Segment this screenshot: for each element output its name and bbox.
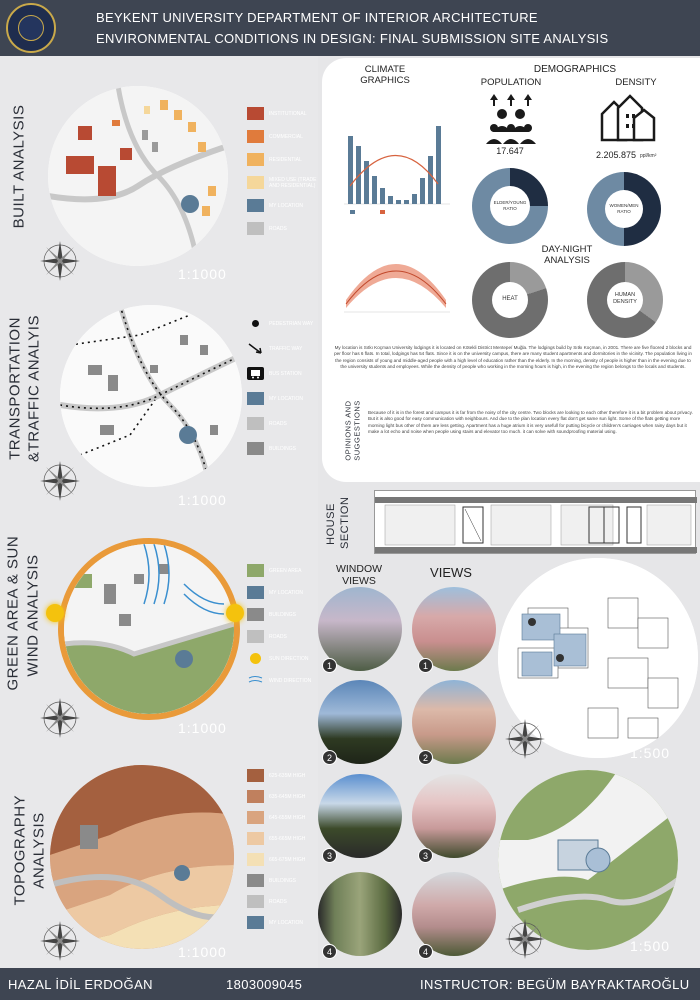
legend-635-645	[247, 789, 317, 804]
day-night-title-line1: DAY-NIGHT	[541, 244, 593, 255]
climate-title-line2: GRAPHICS	[360, 75, 410, 86]
built-scale: 1:1000	[178, 266, 227, 282]
legend-label: BUILDINGS	[269, 611, 296, 618]
legend-645-655	[247, 810, 317, 825]
legend-commercial	[247, 129, 317, 144]
human-density-label: HUMAN DENSITY	[613, 292, 637, 305]
transport-legend	[247, 316, 317, 456]
elder-young-label: ELDER/YOUNG RATIO	[493, 200, 527, 211]
legend-label: COMMERCIAL	[269, 133, 303, 140]
legend-label: BUS STATION	[269, 370, 302, 377]
legend-bus	[247, 366, 317, 381]
built-analysis-title: BUILT ANALYSIS	[10, 104, 28, 229]
legend-swatch	[247, 586, 264, 599]
header-title-line1: BEYKENT UNIVERSITY DEPARTMENT OF INTERIOR ARCHITECTURE	[96, 10, 538, 25]
legend-label: 635-645M HIGH	[269, 793, 306, 800]
green-legend	[247, 563, 317, 688]
legend-swatch	[247, 392, 264, 405]
wind-icon	[247, 674, 264, 687]
topo-title-line2: ANALYSIS	[30, 812, 48, 889]
legend-traffic	[247, 341, 317, 356]
plan-scale-2: 1:500	[630, 938, 671, 954]
legend-swatch	[247, 811, 264, 824]
building-view-number-3: 3	[418, 848, 433, 863]
header-bar	[0, 0, 700, 56]
footer-bar	[0, 968, 700, 1000]
window-views-title-line1: WINDOW	[335, 563, 383, 575]
population-label: POPULATION	[480, 77, 542, 88]
green-scale: 1:1000	[178, 720, 227, 736]
legend-swatch	[247, 176, 264, 189]
legend-swatch	[247, 916, 264, 929]
legend-label: MY LOCATION	[269, 589, 303, 596]
legend-swatch	[247, 564, 264, 577]
legend-roads	[247, 221, 317, 236]
legend-swatch	[247, 853, 264, 866]
legend-label: 655-665M HIGH	[269, 835, 306, 842]
author-name: HAZAL İDİL ERDOĞAN	[8, 977, 153, 992]
women-men-label: WOMEN/MEN RATIO	[609, 203, 639, 214]
legend-label: ROADS	[269, 898, 287, 905]
legend-swatch	[247, 832, 264, 845]
legend-label: ROADS	[269, 633, 287, 640]
window-view-number-3: 3	[322, 848, 337, 863]
legend-swatch	[247, 417, 264, 430]
sun-icon	[247, 652, 264, 665]
legend-label: GREEN AREA	[269, 567, 302, 574]
legend-label: INSTITUTIONAL	[269, 110, 307, 117]
building-view-photo-3	[412, 774, 496, 858]
climate-title-line1: CLIMATE	[364, 64, 406, 75]
climate-temperature-chart	[336, 228, 456, 318]
house-section-drawing	[374, 490, 696, 554]
window-view-number-2: 2	[322, 750, 337, 765]
logo-emblem	[18, 15, 44, 41]
demographics-title: DEMOGRAPHICS	[533, 64, 617, 75]
legend-roads	[247, 416, 317, 431]
building-view-number-2: 2	[418, 750, 433, 765]
opinions-title-line1: OPINIONS AND	[343, 400, 353, 461]
university-logo	[6, 3, 56, 53]
legend-pedestrian	[247, 316, 317, 331]
legend-buildings	[247, 607, 317, 622]
legend-label: MY LOCATION	[269, 395, 303, 402]
day-night-title-line2: ANALYSIS	[544, 255, 590, 266]
heat-label: HEAT	[502, 296, 518, 302]
legend-label: MIXED USE (TRADE AND RESIDENTIAL)	[269, 176, 317, 189]
legend-my-location	[247, 585, 317, 600]
density-unit: ppl/km²	[640, 153, 657, 159]
legend-swatch	[247, 153, 264, 166]
house-section-title-line2: SECTION	[339, 496, 351, 549]
window-views-title	[324, 563, 394, 587]
legend-swatch	[247, 107, 264, 120]
legend-roads	[247, 894, 317, 909]
legend-swatch	[247, 630, 264, 643]
legend-my-location	[247, 915, 317, 930]
compass-rose-icon-plan	[502, 716, 548, 762]
day-night-title	[528, 244, 606, 266]
legend-wind	[247, 673, 317, 688]
legend-655-665	[247, 831, 317, 846]
legend-buildings	[247, 873, 317, 888]
legend-swatch	[247, 874, 264, 887]
house-section-title-line1: HOUSE	[325, 503, 337, 545]
legend-my-location	[247, 198, 317, 213]
transport-title-line1: TRANSPORTATION	[6, 317, 24, 460]
legend-label: TRAFFIC WAY	[269, 345, 303, 352]
sun-icon-east	[226, 604, 244, 622]
green-area-map	[58, 538, 240, 720]
legend-swatch	[247, 895, 264, 908]
legend-buildings	[247, 441, 317, 456]
legend-swatch	[247, 442, 264, 455]
population-value: 17.647	[496, 146, 524, 156]
legend-swatch	[247, 769, 264, 782]
window-view-number-4: 4	[322, 944, 337, 959]
transport-analysis-map	[60, 305, 242, 487]
legend-label: ROADS	[269, 420, 287, 427]
bus-icon	[247, 367, 264, 380]
legend-swatch	[247, 222, 264, 235]
legend-swatch	[247, 790, 264, 803]
legend-label: MY LOCATION	[269, 202, 303, 209]
header-title-line2: ENVIRONMENTAL CONDITIONS IN DESIGN: FINAL SUBMISSION SITE ANALYSIS	[96, 31, 609, 46]
legend-label: ROADS	[269, 225, 287, 232]
legend-label: PEDESTRIAN WAY	[269, 320, 314, 327]
legend-label: RESIDENTIAL	[269, 156, 302, 163]
window-view-photo-3	[318, 774, 402, 858]
student-number: 1803009045	[226, 977, 303, 992]
built-legend	[247, 106, 317, 236]
topo-title-line1: TOPOGRAPHY	[11, 794, 29, 906]
legend-residential	[247, 152, 317, 167]
density-value: 2.205.875	[595, 150, 637, 160]
window-views-title-line2: VIEWS	[342, 575, 376, 587]
plan-scale-1: 1:500	[630, 745, 671, 761]
window-view-number-1: 1	[322, 658, 337, 673]
traffic-arrow-icon	[247, 342, 264, 355]
climate-bar-chart	[336, 106, 456, 221]
site-description: My location is Sıtkı Koçman University lodgings it is located on Kötekli District Mentepe/ Muğla. The lodgings build by Sıtkı Koçman, in 2001. There are five floored 2 blocks and per floor has 6 flats. In total, lodgings has 54 flats. Since it is on the university campus, there are many student apartments and dormitories in the vicinity. The population living in the region consists of young and middle-aged people with a high level of education rather than the elderly. In the morning, density of people is higher than in the evening due to the university students and employees. While the density of people who working in the morning hours is high, in the evening the region belongs to the locals and students.	[334, 345, 692, 370]
legend-green-area	[247, 563, 317, 578]
transport-title-line2: &TRAFFIC ANALYIS	[25, 315, 43, 462]
legend-665-675	[247, 852, 317, 867]
density-label: DENSITY	[615, 77, 657, 88]
climate-title	[346, 64, 424, 86]
pedestrian-dot-icon	[247, 317, 264, 330]
views-title: VIEWS	[430, 565, 472, 580]
legend-swatch	[247, 608, 264, 621]
legend-label: SUN DIRECTION	[269, 655, 309, 662]
legend-label: 645-655M HIGH	[269, 814, 306, 821]
compass-rose-icon-aerial	[502, 916, 548, 962]
legend-my-location	[247, 391, 317, 406]
building-view-number-1: 1	[418, 658, 433, 673]
density-buildings-icon	[598, 92, 656, 144]
opinions-title-line2: SUGGESTIONS	[352, 400, 362, 461]
legend-mixed-use	[247, 175, 317, 190]
legend-625-635	[247, 768, 317, 783]
building-view-number-4: 4	[418, 944, 433, 959]
legend-institutional	[247, 106, 317, 121]
legend-swatch	[247, 130, 264, 143]
instructor-name: INSTRUCTOR: BEGÜM BAYRAKTAROĞLU	[420, 977, 690, 992]
legend-label: 665-675M HIGH	[269, 856, 306, 863]
green-title-line1: GREEN AREA & SUN	[4, 535, 22, 691]
population-people-icon	[482, 92, 540, 144]
topo-scale: 1:1000	[178, 944, 227, 960]
legend-swatch	[247, 199, 264, 212]
sun-icon-west	[46, 604, 64, 622]
opinions-text: Because of it is in the forest and campus it is far from the noisy of the city centre. Two blocks are looking to each other therefore it is a bit problem about privacy. But it is also good for easy communication with neighbours. And due to the plan location every flat don't get same sun light. Some of the flats getting more morning light bus other of them are less getting. Apartment has a huge atrium it is very usefull for putting bicycle or children's carriages when rainy days but it make a lot echo and noise when people using stairs and elevator too much. it can solve with soundproofing material using.	[368, 410, 693, 435]
topo-legend	[247, 768, 317, 930]
legend-sun	[247, 651, 317, 666]
legend-label: WIND DIRECTION	[269, 677, 312, 684]
legend-label: BUILDINGS	[269, 877, 296, 884]
legend-label: MY LOCATION	[269, 919, 303, 926]
compass-rose-icon-topo	[37, 918, 83, 964]
compass-rose-icon-built	[37, 238, 83, 284]
green-title-line2: WIND ANALYSIS	[24, 554, 42, 677]
legend-label: BUILDINGS	[269, 445, 296, 452]
compass-rose-icon-transport	[37, 458, 83, 504]
transport-scale: 1:1000	[178, 492, 227, 508]
opinions-title	[338, 398, 362, 468]
legend-label: 625-635M HIGH	[269, 772, 306, 779]
compass-rose-icon-green	[37, 695, 83, 741]
legend-roads	[247, 629, 317, 644]
